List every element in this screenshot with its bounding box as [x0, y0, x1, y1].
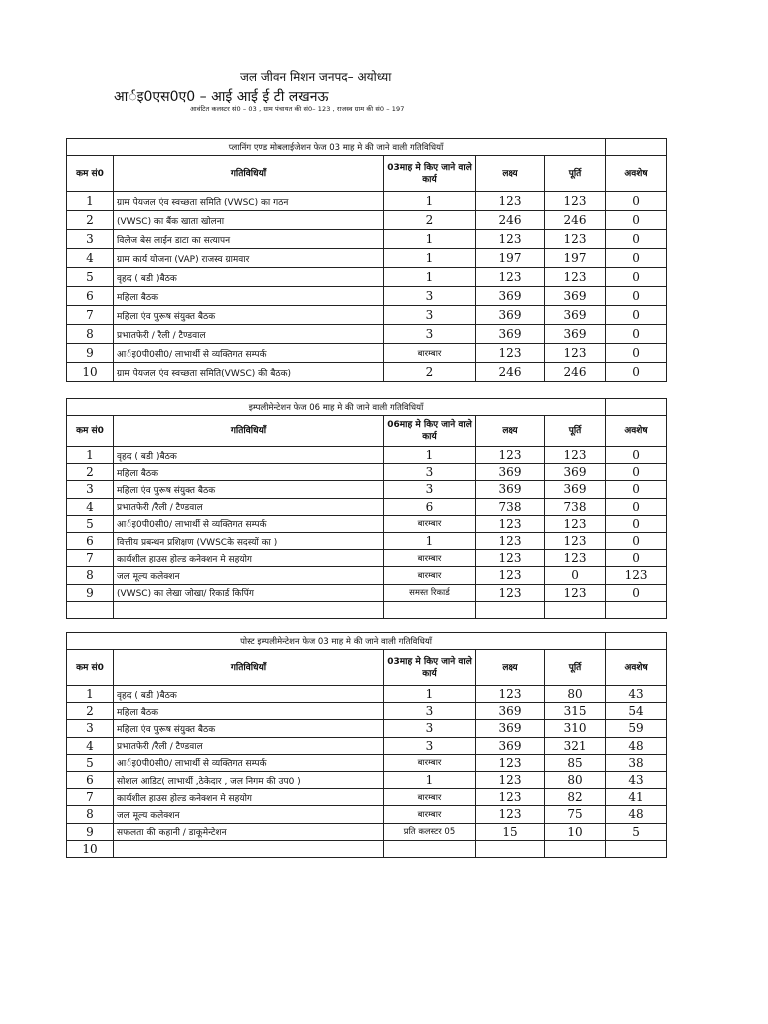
achieved-cell: 369 — [545, 464, 606, 481]
target-cell: 123 — [476, 771, 545, 788]
achieved-cell: 123 — [545, 447, 606, 464]
planning-phase-table — [66, 138, 667, 382]
activity-cell: जल मूल्य कलेक्शन — [114, 567, 384, 584]
balance-cell: 0 — [606, 249, 667, 268]
col-sno: कम सं0 — [67, 416, 114, 447]
work-cell — [384, 840, 476, 857]
work-cell: बारम्बार — [384, 344, 476, 363]
target-cell: 246 — [476, 363, 545, 382]
balance-cell: 0 — [606, 481, 667, 498]
achieved-cell: 310 — [545, 720, 606, 737]
work-cell: 3 — [384, 325, 476, 344]
achieved-cell — [545, 840, 606, 857]
work-cell: 3 — [384, 481, 476, 498]
activity-cell: सफलता की कहानी / डाकूमेन्टेशन — [114, 823, 384, 840]
row-number: 4 — [67, 249, 114, 268]
activity-cell: आर्इ0पी0सी0/ लाभार्थी से व्यक्तिगत सम्पर्क — [114, 754, 384, 771]
achieved-cell: 123 — [545, 532, 606, 549]
achieved-cell: 123 — [545, 344, 606, 363]
activity-cell: वित्तीय प्रबन्धन प्रशिक्षण (VWSCके सदस्यों का ) — [114, 532, 384, 549]
col-balance: अवशेष — [606, 416, 667, 447]
table-row — [67, 806, 667, 823]
row-number: 5 — [67, 754, 114, 771]
row-number: 5 — [67, 515, 114, 532]
achieved-cell: 246 — [545, 211, 606, 230]
target-cell: 123 — [476, 532, 545, 549]
table-row — [67, 823, 667, 840]
table-title: इम्पलीमेन्टेशन फेज 06 माह मे की जाने वाली गतिविधियाँ — [67, 399, 606, 416]
work-cell: 3 — [384, 720, 476, 737]
balance-cell — [606, 840, 667, 857]
row-number: 4 — [67, 498, 114, 515]
work-cell: 2 — [384, 363, 476, 382]
row-number: 8 — [67, 806, 114, 823]
table-row — [67, 567, 667, 584]
activity-cell: (VWSC) का लेखा जोखा/ रिकार्ड किपिंग — [114, 584, 384, 601]
table-row — [67, 789, 667, 806]
target-cell: 369 — [476, 325, 545, 344]
table-row — [67, 268, 667, 287]
balance-cell: 0 — [606, 550, 667, 567]
work-cell: बारम्बार — [384, 789, 476, 806]
target-cell — [476, 840, 545, 857]
work-cell — [384, 601, 476, 618]
activity-cell: महिला बैठक — [114, 287, 384, 306]
table-row — [67, 532, 667, 549]
col-sno: कम सं0 — [67, 156, 114, 192]
row-number: 9 — [67, 823, 114, 840]
target-cell: 123 — [476, 789, 545, 806]
table-row — [67, 464, 667, 481]
implementation-phase-table — [66, 398, 667, 619]
row-number: 1 — [67, 686, 114, 703]
achieved-cell: 123 — [545, 230, 606, 249]
balance-cell: 0 — [606, 532, 667, 549]
col-target: लक्ष्य — [476, 650, 545, 686]
row-number: 7 — [67, 306, 114, 325]
activity-cell: महिला बैठक — [114, 703, 384, 720]
target-cell: 246 — [476, 211, 545, 230]
achieved-cell: 738 — [545, 498, 606, 515]
target-cell: 123 — [476, 550, 545, 567]
work-cell: 1 — [384, 532, 476, 549]
activity-cell: कार्यशील हाउस होल्ड कनेक्शन मे सहयोग — [114, 789, 384, 806]
work-cell: 1 — [384, 771, 476, 788]
table-row — [67, 515, 667, 532]
row-number: 10 — [67, 840, 114, 857]
row-number: 1 — [67, 447, 114, 464]
col-achieved: पूर्ति — [545, 156, 606, 192]
activity-cell: कार्यशील हाउस होल्ड कनेक्शन मे सहयोग — [114, 550, 384, 567]
col-work: 03माह मे किए जाने वाले कार्य — [384, 650, 476, 686]
table-row — [67, 249, 667, 268]
achieved-cell: 123 — [545, 515, 606, 532]
row-number: 1 — [67, 192, 114, 211]
table-title: प्लानिंग एण्ड मोबलाईजेशन फेज 03 माह मे की जाने वाली गतिविधियाँ — [67, 139, 606, 156]
work-cell: बारम्बार — [384, 754, 476, 771]
balance-cell: 0 — [606, 306, 667, 325]
activity-cell: महिला बैठक — [114, 464, 384, 481]
table-row — [67, 771, 667, 788]
row-number: 6 — [67, 287, 114, 306]
activity-cell: वृहद ( बडी )बैठक — [114, 686, 384, 703]
work-cell: प्रति कलस्टर 05 — [384, 823, 476, 840]
table-row — [67, 754, 667, 771]
table-row — [67, 363, 667, 382]
balance-cell: 0 — [606, 268, 667, 287]
balance-cell: 54 — [606, 703, 667, 720]
target-cell: 123 — [476, 806, 545, 823]
target-cell: 123 — [476, 567, 545, 584]
achieved-cell: 123 — [545, 268, 606, 287]
achieved-cell: 315 — [545, 703, 606, 720]
table-row — [67, 211, 667, 230]
work-cell: 6 — [384, 498, 476, 515]
row-number: 6 — [67, 532, 114, 549]
work-cell: बारम्बार — [384, 567, 476, 584]
col-achieved: पूर्ति — [545, 416, 606, 447]
work-cell: 3 — [384, 306, 476, 325]
table-row — [67, 344, 667, 363]
activity-cell: वृहद ( बडी )बैठक — [114, 268, 384, 287]
balance-cell: 59 — [606, 720, 667, 737]
col-activities: गतिविधियाँ — [114, 650, 384, 686]
achieved-cell: 369 — [545, 306, 606, 325]
col-sno: कम सं0 — [67, 650, 114, 686]
balance-cell: 0 — [606, 447, 667, 464]
activity-cell: आर्इ0पी0सी0/ लाभार्थी से व्यक्तिगत सम्पर्क — [114, 344, 384, 363]
achieved-cell: 80 — [545, 686, 606, 703]
row-number: 5 — [67, 268, 114, 287]
target-cell: 123 — [476, 686, 545, 703]
activity-cell: जल मूल्य कलेक्शन — [114, 806, 384, 823]
target-cell: 197 — [476, 249, 545, 268]
achieved-cell: 123 — [545, 192, 606, 211]
work-cell: 1 — [384, 447, 476, 464]
target-cell: 123 — [476, 515, 545, 532]
cluster-info: आवंटित कलस्टर सं0 – 03 , ग्राम पंचायत की सं0– 123 , राजस्व ग्राम की सं0 – 197 — [190, 105, 405, 113]
balance-cell: 0 — [606, 498, 667, 515]
row-number: 3 — [67, 230, 114, 249]
achieved-cell: 75 — [545, 806, 606, 823]
achieved-cell: 10 — [545, 823, 606, 840]
table-row — [67, 720, 667, 737]
row-number: 9 — [67, 584, 114, 601]
activity-cell: सोशल आडिट( लाभार्थी ,ठेकेदार , जल निगम की उप0 ) — [114, 771, 384, 788]
balance-cell: 123 — [606, 567, 667, 584]
target-cell: 123 — [476, 344, 545, 363]
table-row — [67, 325, 667, 344]
balance-cell: 0 — [606, 211, 667, 230]
activity-cell: प्रभातफेरी /रैली / टैण्डवाल — [114, 498, 384, 515]
target-cell: 369 — [476, 737, 545, 754]
col-activities: गतिविधियाँ — [114, 156, 384, 192]
achieved-cell: 82 — [545, 789, 606, 806]
activity-cell: प्रभातफेरी /रैली / टैण्डवाल — [114, 737, 384, 754]
achieved-cell: 0 — [545, 567, 606, 584]
target-cell: 369 — [476, 306, 545, 325]
activity-cell: ग्राम पेयजल एंव स्वच्छता समिति(VWSC) की बैठक) — [114, 363, 384, 382]
col-achieved: पूर्ति — [545, 650, 606, 686]
balance-cell: 5 — [606, 823, 667, 840]
row-number: 2 — [67, 464, 114, 481]
achieved-cell: 369 — [545, 287, 606, 306]
row-number — [67, 601, 114, 618]
activity-cell: महिला एंव पुरूष संयुक्त बैठक — [114, 306, 384, 325]
achieved-cell: 369 — [545, 481, 606, 498]
row-number: 6 — [67, 771, 114, 788]
work-cell: बारम्बार — [384, 806, 476, 823]
target-cell: 369 — [476, 464, 545, 481]
row-number: 2 — [67, 703, 114, 720]
row-number: 2 — [67, 211, 114, 230]
work-cell: 3 — [384, 703, 476, 720]
work-cell: बारम्बार — [384, 515, 476, 532]
table-row — [67, 498, 667, 515]
target-cell — [476, 601, 545, 618]
activity-cell — [114, 840, 384, 857]
activity-cell: ग्राम कार्य योजना (VAP) राजस्व ग्रामवार — [114, 249, 384, 268]
row-number: 10 — [67, 363, 114, 382]
achieved-cell: 80 — [545, 771, 606, 788]
post-implementation-phase-table — [66, 632, 667, 858]
table-row — [67, 447, 667, 464]
row-number: 4 — [67, 737, 114, 754]
balance-cell: 0 — [606, 363, 667, 382]
target-cell: 369 — [476, 720, 545, 737]
balance-cell: 0 — [606, 230, 667, 249]
organisation-title: आर्इ0एस0ए0 – आई आई ई टी लखनऊ — [114, 89, 329, 105]
activity-cell: (VWSC) का बैंक खाता खोलना — [114, 211, 384, 230]
achieved-cell: 321 — [545, 737, 606, 754]
balance-cell: 0 — [606, 344, 667, 363]
table-title: पोस्ट इम्पलीमेन्टेशन फेज 03 माह मे की जाने वाली गतिविधियाँ — [67, 633, 606, 650]
table-row — [67, 550, 667, 567]
activity-cell: विलेज बेस लाईन डाटा का सत्यापन — [114, 230, 384, 249]
col-target: लक्ष्य — [476, 416, 545, 447]
work-cell: बारम्बार — [384, 550, 476, 567]
activity-cell: ग्राम पेयजल एंव स्वच्छता समिति (VWSC) का गठन — [114, 192, 384, 211]
table-row — [67, 192, 667, 211]
balance-cell: 48 — [606, 737, 667, 754]
work-cell: 3 — [384, 287, 476, 306]
target-cell: 738 — [476, 498, 545, 515]
activity-cell: वृहद ( बडी )बैठक — [114, 447, 384, 464]
target-cell: 369 — [476, 287, 545, 306]
table-row — [67, 703, 667, 720]
work-cell: समस्त रिकार्ड — [384, 584, 476, 601]
activity-cell — [114, 601, 384, 618]
activity-cell: महिला एंव पुरूष संयुक्त बैठक — [114, 481, 384, 498]
balance-cell — [606, 601, 667, 618]
activity-cell: महिला एंव पुरूष संयुक्त बैठक — [114, 720, 384, 737]
balance-cell: 48 — [606, 806, 667, 823]
col-work: 03माह मे किए जाने वाले कार्य — [384, 156, 476, 192]
target-cell: 123 — [476, 447, 545, 464]
table-row — [67, 306, 667, 325]
balance-cell: 38 — [606, 754, 667, 771]
col-target: लक्ष्य — [476, 156, 545, 192]
table-row — [67, 737, 667, 754]
achieved-cell: 197 — [545, 249, 606, 268]
activity-cell: प्रभातफेरी / रैली / टैण्डवाल — [114, 325, 384, 344]
target-cell: 123 — [476, 268, 545, 287]
balance-cell: 43 — [606, 686, 667, 703]
achieved-cell: 246 — [545, 363, 606, 382]
row-number: 7 — [67, 789, 114, 806]
target-cell: 123 — [476, 754, 545, 771]
balance-cell: 43 — [606, 771, 667, 788]
balance-cell: 0 — [606, 515, 667, 532]
balance-cell: 0 — [606, 192, 667, 211]
work-cell: 1 — [384, 230, 476, 249]
row-number: 8 — [67, 567, 114, 584]
row-number: 8 — [67, 325, 114, 344]
target-cell: 369 — [476, 481, 545, 498]
col-balance: अवशेष — [606, 650, 667, 686]
target-cell: 123 — [476, 584, 545, 601]
table-row — [67, 686, 667, 703]
target-cell: 369 — [476, 703, 545, 720]
col-work: 06माह मे किए जाने वाले कार्य — [384, 416, 476, 447]
target-cell: 15 — [476, 823, 545, 840]
balance-cell: 0 — [606, 325, 667, 344]
work-cell: 1 — [384, 268, 476, 287]
col-balance: अवशेष — [606, 156, 667, 192]
row-number: 3 — [67, 481, 114, 498]
balance-cell: 41 — [606, 789, 667, 806]
work-cell: 1 — [384, 249, 476, 268]
table-row — [67, 601, 667, 618]
target-cell: 123 — [476, 192, 545, 211]
work-cell: 1 — [384, 686, 476, 703]
work-cell: 1 — [384, 192, 476, 211]
table-row — [67, 287, 667, 306]
mission-title: जल जीवन मिशन जनपद– अयोध्या — [240, 70, 392, 84]
achieved-cell: 123 — [545, 584, 606, 601]
activity-cell: आर्इ0पी0सी0/ लाभार्थी से व्यक्तिगत सम्पर्क — [114, 515, 384, 532]
achieved-cell: 123 — [545, 550, 606, 567]
balance-cell: 0 — [606, 464, 667, 481]
col-activities: गतिविधियाँ — [114, 416, 384, 447]
table-row — [67, 481, 667, 498]
achieved-cell: 85 — [545, 754, 606, 771]
target-cell: 123 — [476, 230, 545, 249]
table-row — [67, 840, 667, 857]
row-number: 7 — [67, 550, 114, 567]
achieved-cell — [545, 601, 606, 618]
table-row — [67, 230, 667, 249]
balance-cell: 0 — [606, 287, 667, 306]
row-number: 9 — [67, 344, 114, 363]
work-cell: 3 — [384, 737, 476, 754]
work-cell: 2 — [384, 211, 476, 230]
achieved-cell: 369 — [545, 325, 606, 344]
table-row — [67, 584, 667, 601]
balance-cell: 0 — [606, 584, 667, 601]
row-number: 3 — [67, 720, 114, 737]
work-cell: 3 — [384, 464, 476, 481]
